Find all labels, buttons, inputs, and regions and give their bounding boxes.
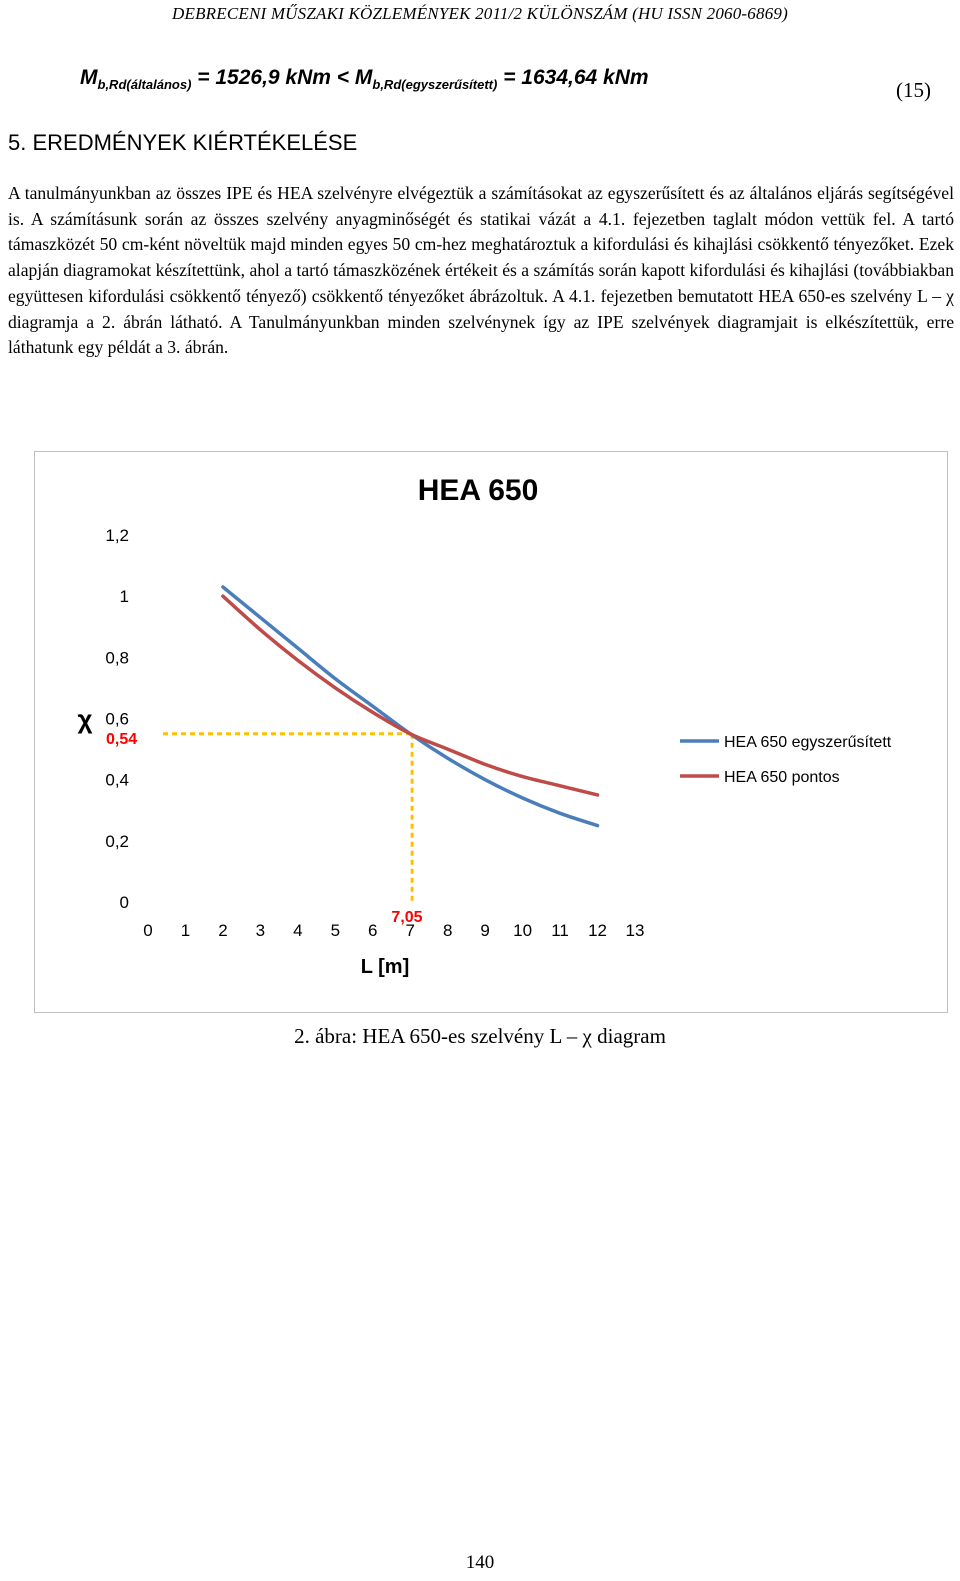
x-tick-label: 10 [513,921,533,940]
series-line-2 [223,596,598,795]
x-tick-label: 4 [293,921,303,940]
legend-label-2: HEA 650 pontos [724,769,840,786]
line-chart [35,452,947,1012]
figure-caption: 2. ábra: HEA 650-es szelvény L – χ diagram [294,1024,666,1048]
equation-rhs-subscript: b,Rd(egyszerűsített) [372,77,498,92]
equation-rhs-value: = 1634,64 kNm [503,66,649,89]
section-heading: 5. EREDMÉNYEK KIÉRTÉKELÉSE [8,130,358,155]
body-paragraph: A tanulmányunkban az összes IPE és HEA szelvényre elvégeztük a számításokat az egyszerűsített és az általános eljárás segítségével is. A számításunk során az összes szelvény anyagminőségét és statikai vázát a 4.1. fejezetben taglalt módon vettük fel. A tartó támaszközét 50 cm-ként növeltük majd minden egyes 50 cm-hez meghatároztuk a kifordulási és kihajlási csökkentő tényezőket. Ezek alapján diagramokat készítettünk, ahol a tartó támaszközének értékeit és a számítás során kapott kifordulási és kihajlási (továbbiakban együttesen kifordulási csökkentő tényező) csökkentő tényezőket ábrázoltuk. A 4.1. fejezetben bemutatott HEA 650-es szelvény L – χ diagramja a 2. ábrán látható. A Tanulmányunkban minden szelvénynek így az IPE szelvények diagramjait is elkészítettük, erre láthatunk egy példát a 3. ábrán. [8,183,954,358]
series-line-1 [223,587,598,826]
equation-lhs-value: = 1526,9 kNm < [197,66,350,89]
equation [80,66,840,100]
equation-lhs-symbol: M [80,66,98,89]
x-tick-label: 9 [480,921,490,940]
x-tick-label: 6 [368,921,378,940]
x-tick-label: 11 [551,921,569,940]
y-tick-label: 0,4 [105,770,129,790]
page-number: 140 [465,1552,495,1573]
y-axis-title: χ [77,704,93,734]
equation-rhs-symbol: M [354,66,373,89]
equation-number: (15) [896,78,931,102]
equation-lhs-subscript: b,Rd(általános) [97,77,192,92]
x-tick-label: 12 [588,921,607,940]
y-tick-label: 0,6 [105,709,129,729]
y-tick-label: 1 [119,587,129,607]
x-tick-label: 3 [255,921,266,940]
chart-title: HEA 650 [417,474,539,507]
x-tick-label: 1 [180,921,191,940]
x-tick-label: 13 [625,921,645,940]
x-tick-label: 5 [330,921,341,940]
x-tick-label: 2 [218,921,228,940]
x-axis-title: L [m] [360,956,410,978]
y-tick-label: 1,2 [105,526,129,545]
chart-container [34,451,948,1013]
annotation-y-label: 0,54 [106,731,138,748]
y-tick-label: 0 [119,893,129,912]
y-tick-label: 0,2 [105,831,129,851]
x-tick-label: 7 [405,921,415,940]
x-tick-label: 0 [143,921,153,940]
legend-label-1: HEA 650 egyszerűsített [724,734,892,751]
x-tick-label: 8 [442,921,453,940]
annotation-x-label: 7,05 [391,909,423,926]
running-header: DEBRECENI MŰSZAKI KÖZLEMÉNYEK 2011/2 KÜLÖNSZÁM (HU ISSN 2060-6869) [172,4,788,23]
y-tick-label: 0,8 [105,648,129,668]
